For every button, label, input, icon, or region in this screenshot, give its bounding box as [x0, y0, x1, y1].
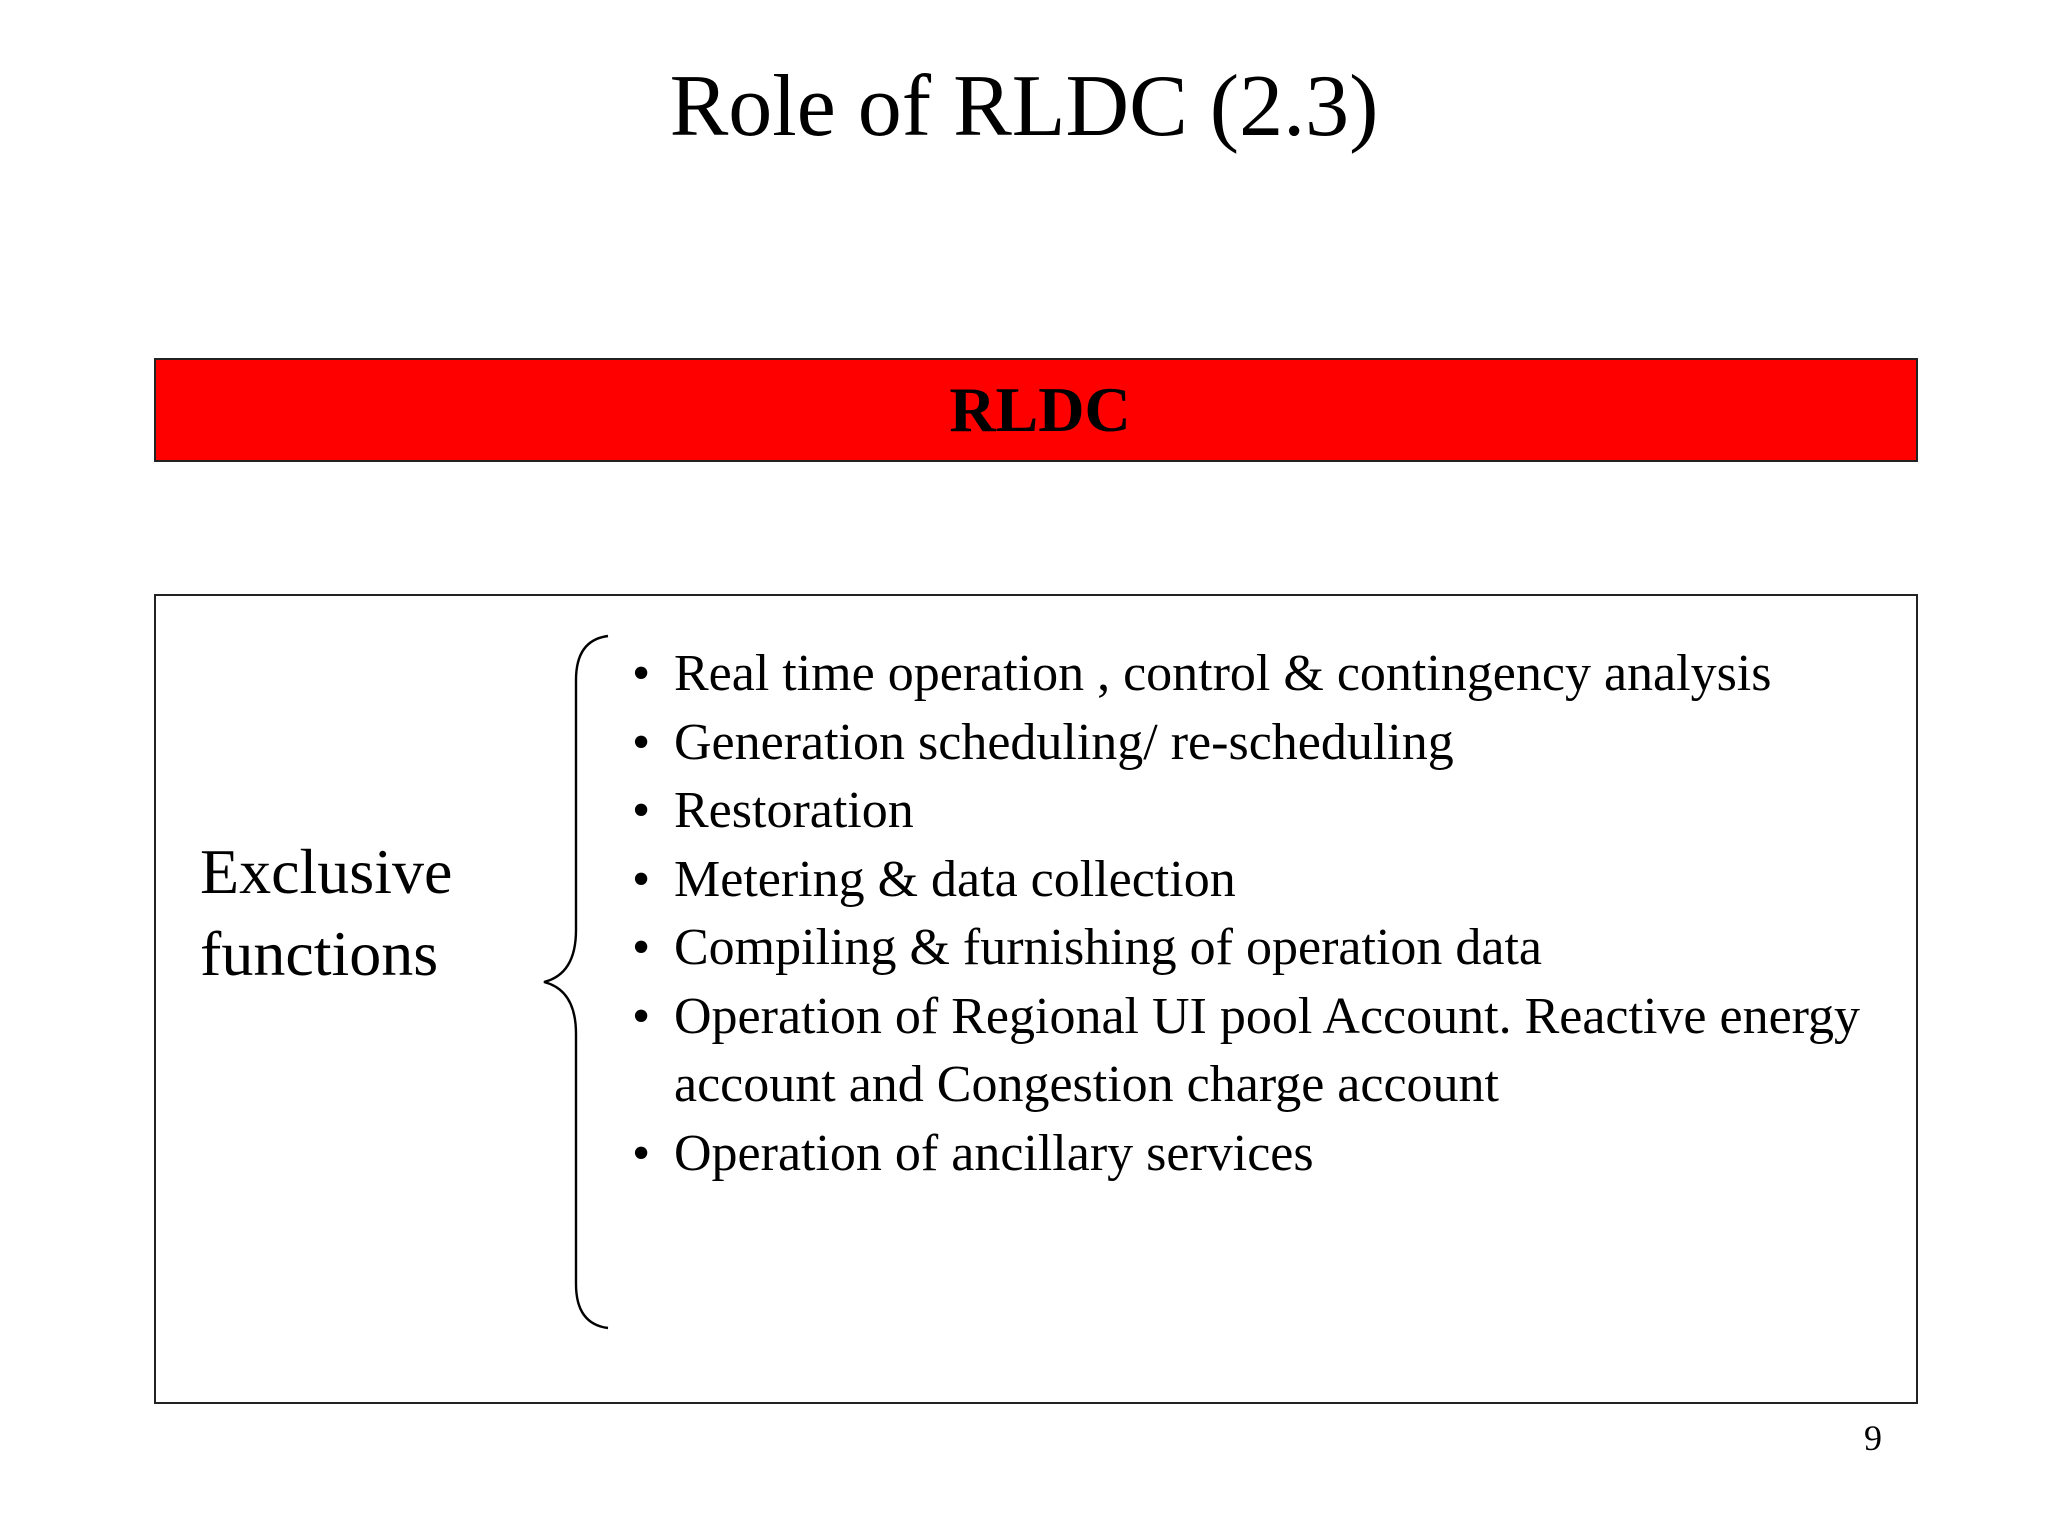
list-item-text: Restoration	[674, 782, 914, 839]
page-number: 9	[1864, 1418, 1882, 1458]
rldc-banner	[154, 358, 1918, 462]
slide-title: Role of RLDC (2.3)	[669, 58, 1379, 155]
bullet-icon: •	[632, 713, 651, 771]
list-item	[632, 983, 1892, 1120]
exclusive-functions-label	[200, 831, 452, 995]
bullet-icon: •	[632, 1124, 651, 1182]
side-label-line-1: Exclusive	[200, 836, 453, 907]
list-item	[632, 846, 1892, 915]
list-item-text: Real time operation , control & contingency analysis	[674, 645, 1772, 702]
list-item	[632, 709, 1892, 778]
bullet-icon: •	[632, 987, 651, 1045]
list-item-text: Compiling & furnishing of operation data	[674, 919, 1542, 976]
banner-label: RLDC	[949, 374, 1131, 445]
list-item-text: Operation of Regional UI pool Account. Reactive energy account and Congestion charge account	[674, 987, 1861, 1113]
list-item	[632, 777, 1892, 846]
bullet-icon: •	[632, 850, 651, 908]
list-item-text: Generation scheduling/ re-scheduling	[674, 713, 1454, 771]
bullet-icon: •	[632, 645, 651, 702]
list-item-text: Metering & data collection	[674, 850, 1236, 908]
functions-box	[154, 594, 1918, 1404]
curly-brace-icon	[542, 634, 614, 1330]
list-item	[632, 640, 1892, 709]
list-item-text: Operation of ancillary services	[674, 1124, 1314, 1182]
function-list	[632, 640, 1892, 1188]
list-item	[632, 914, 1892, 983]
bullet-icon: •	[632, 919, 651, 976]
list-item	[632, 1120, 1892, 1189]
bullet-icon: •	[632, 782, 651, 839]
side-label-line-2: functions	[200, 918, 439, 989]
